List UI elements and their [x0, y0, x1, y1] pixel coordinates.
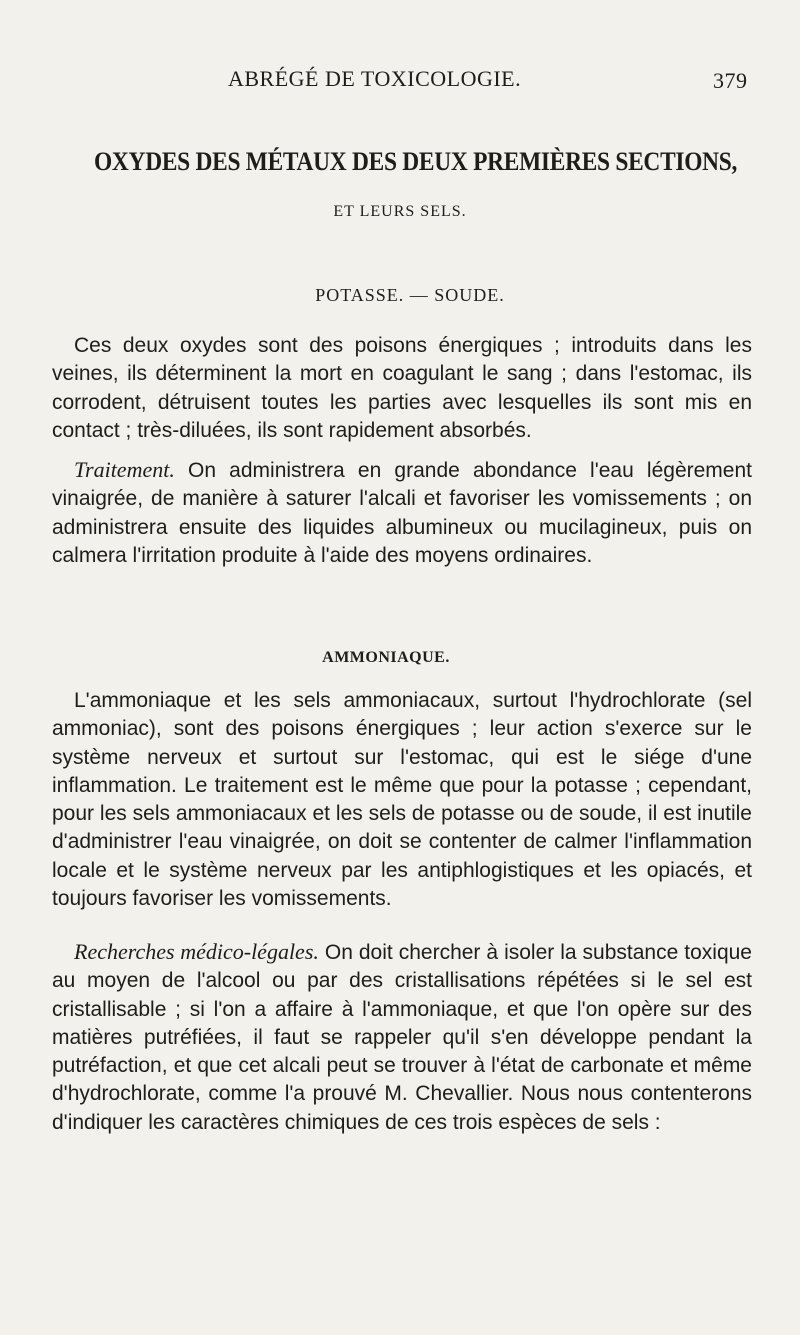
paragraph-recherches-medico-legales [52, 938, 752, 1137]
paragraph-text: L'ammoniaque et les sels ammoniacaux, surtout l'hydrochlorate (sel ammoniac), sont des poisons énergiques ; leur action s'exerce sur le système nerveux et surtout sur l'estomac, qui est le siége d'une inflammation. Le traitement est le même que pour la potasse ; cependant, pour les sels ammoniacaux et les sels de potasse ou de soude, il est inutile d'administrer l'eau vinaigrée, on doit se contenter de calmer l'inflammation locale et le système nerveux par les antiphlogistiques et les opiacés, et toujours favoriser les vomissements. [52, 689, 752, 911]
section-subtitle: ET LEURS SELS. [333, 203, 467, 220]
running-head [0, 66, 800, 96]
paragraph-potasse-description [52, 332, 752, 445]
paragraph-text: On doit chercher à isoler la substance toxique au moyen de l'alcool ou par des cristallisations répétées si le sel est cristallisable ; si l'on a affaire à l'ammoniaque, et que l'on opère sur des matières putréfiées, il faut se rappeler qu'il s'en développe pendant la putréfaction, et que cet alcali peut se trouver à l'état de carbonate et même d'hydrochlorate, comme l'a prouvé M. Chevallier. Nous nous contenterons d'indiquer les caractères chimiques de ces trois espèces de sels : [52, 941, 752, 1134]
paragraph-lead: Traitement. [74, 457, 175, 482]
paragraph-ammoniaque-description [52, 687, 752, 913]
subsection-heading-potasse-soude: POTASSE. — SOUDE. [315, 285, 505, 305]
paragraph-lead: Recherches médico-légales. [74, 939, 319, 964]
running-title: ABRÉGÉ DE TOXICOLOGIE. [228, 66, 522, 91]
page-number: 379 [713, 68, 748, 93]
subsection-heading-ammoniaque: AMMONIAQUE. [322, 649, 450, 666]
paragraph-potasse-traitement [52, 456, 752, 570]
paragraph-text: On administrera en grande abondance l'eau légèrement vinaigrée, de manière à saturer l'alcali et favoriser les vomissements ; on administrera ensuite des liquides albumineux ou mucilagineux, puis on calmera l'irritation produite à l'aide des moyens ordinaires. [52, 459, 752, 567]
paragraph-text: Ces deux oxydes sont des poisons énergiques ; introduits dans les veines, ils déterminent la mort en coagulant le sang ; dans l'estomac, ils corrodent, détruisent toutes les parties avec lesquelles ils sont mis en contact ; très-diluées, ils sont rapidement absorbés. [52, 334, 752, 442]
section-title: OXYDES DES MÉTAUX DES DEUX PREMIÈRES SECTIONS, [94, 147, 738, 176]
